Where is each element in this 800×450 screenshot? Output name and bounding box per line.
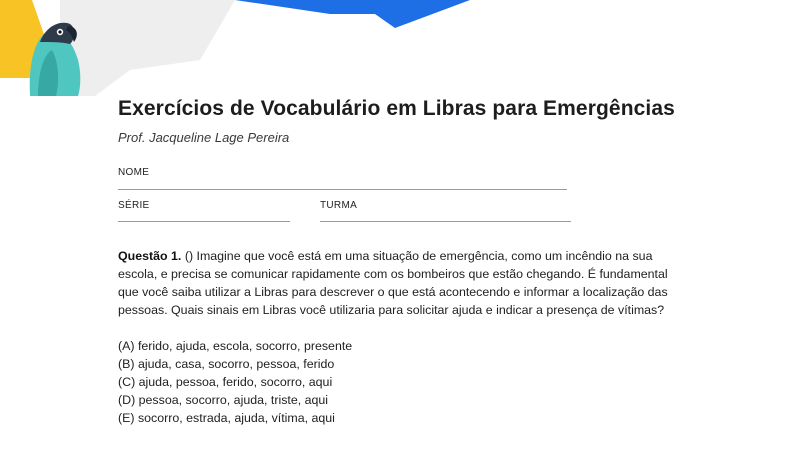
grade-field-label: SÉRIE — [118, 200, 150, 211]
option-c: (C) ajuda, pessoa, ferido, socorro, aqui — [118, 375, 333, 389]
option-e: (E) socorro, estrada, ajuda, vítima, aqui — [118, 411, 335, 425]
class-field-label: TURMA — [320, 200, 358, 211]
grade-field-line — [118, 221, 290, 222]
option-d: (D) pessoa, socorro, ajuda, triste, aqui — [118, 393, 329, 407]
answer-options — [118, 337, 352, 427]
option-b: (B) ajuda, casa, socorro, pessoa, ferido — [118, 357, 335, 371]
gray-shape — [60, 0, 235, 96]
name-field-label: NOME — [118, 167, 150, 178]
option-a: (A) ferido, ajuda, escola, socorro, presente — [118, 339, 353, 353]
question-block — [118, 247, 684, 319]
blue-shape — [235, 0, 470, 28]
header-decoration — [0, 0, 800, 100]
question-number: Questão 1. — [118, 249, 182, 263]
class-field-line — [320, 221, 571, 222]
name-field-line — [118, 189, 567, 190]
author-name: Prof. Jacqueline Lage Pereira — [118, 130, 290, 145]
question-text: () Imagine que você está em uma situação de emergência, como um incêndio na sua escola, e precisa se comunicar rapidamente com os bombeiros que estão chegando. É fundamental que você saiba utilizar a Libras para descrever o que está acontecendo e informar a localização das pessoas. Quais sinais em Libras você utilizaria para solicitar ajuda e indicar a presença de vítimas? — [118, 249, 668, 317]
page-title: Exercícios de Vocabulário em Libras para Emergências — [118, 97, 675, 120]
